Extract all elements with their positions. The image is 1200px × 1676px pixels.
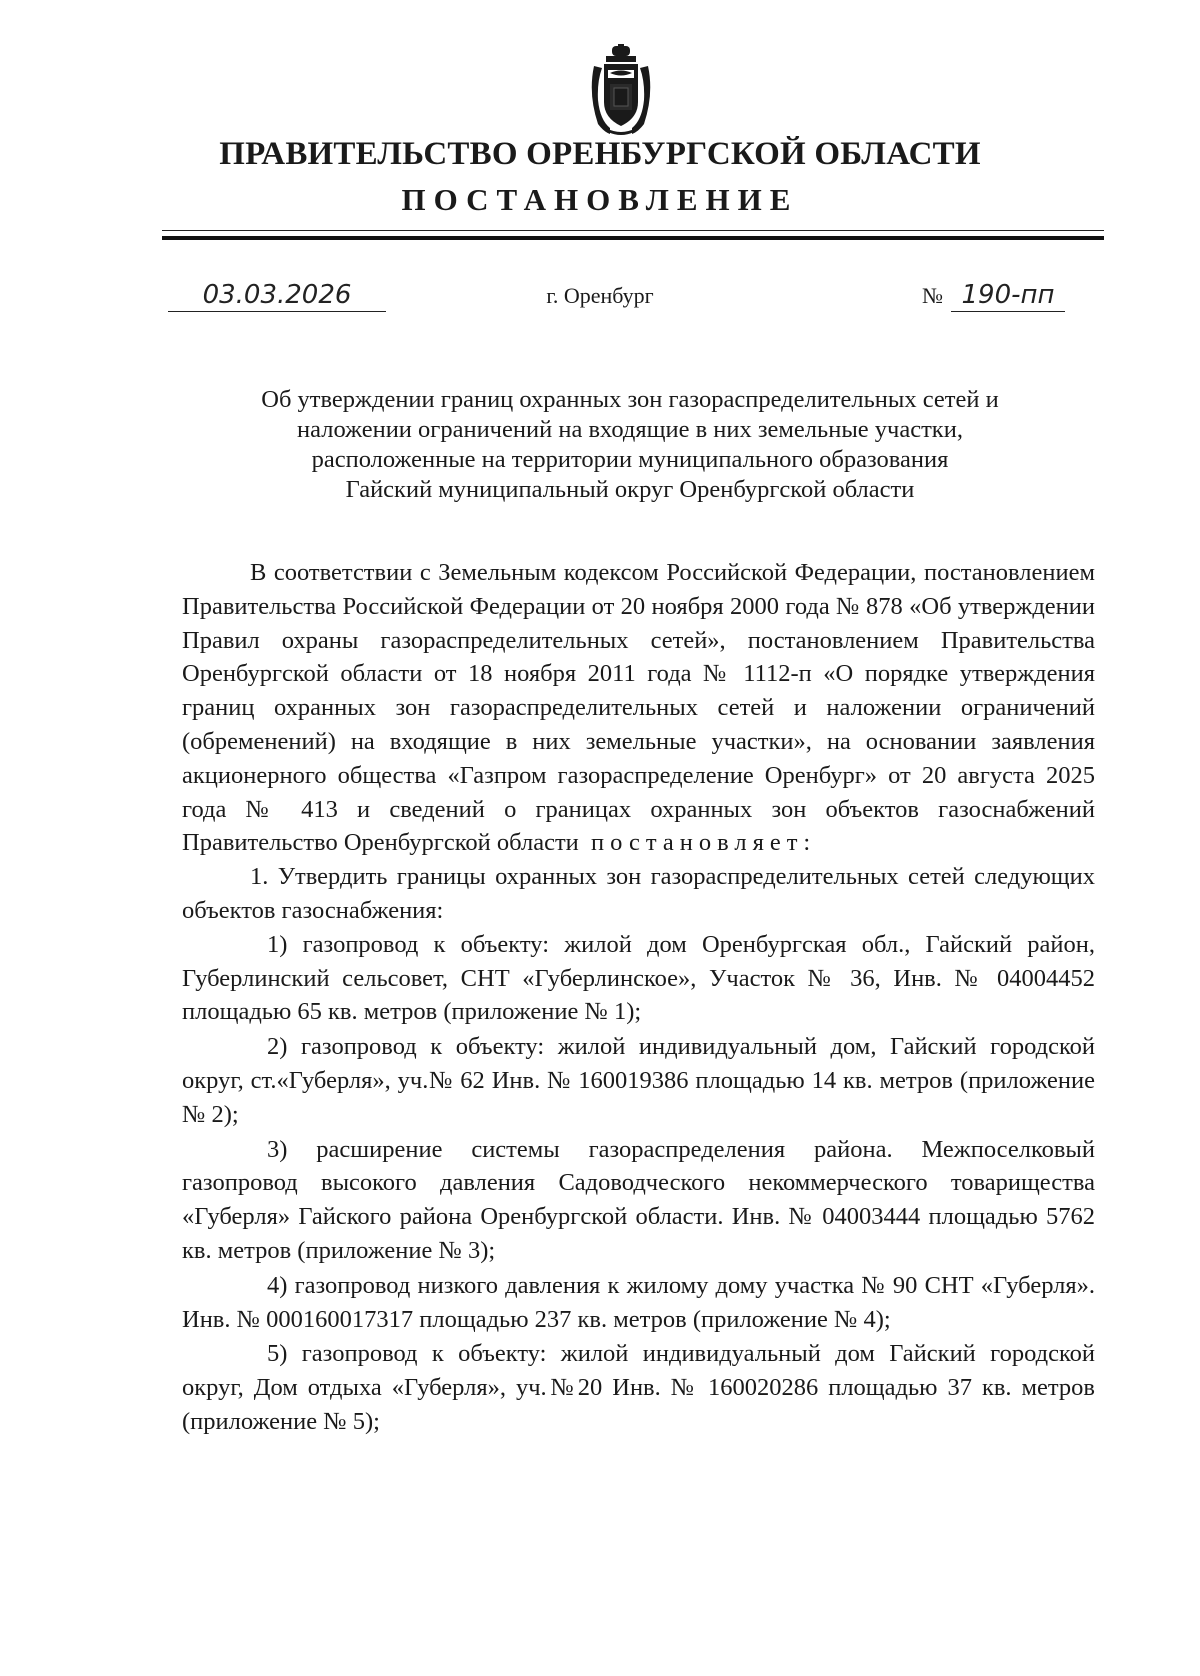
document-heading: [150, 385, 1110, 505]
preamble-paragraph: [182, 556, 1095, 860]
list-item: 3) расширение системы газораспределения района. Межпоселковый газопровод высокого давления Садоводческого некоммерческого товарищества «Губерля» Гайского района Оренбургской области. Инв. № 04003444 площадью 5762 кв. метров (приложение № 3);: [182, 1135, 1095, 1264]
heading-line: Об утверждении границ охранных зон газораспределительных сетей и: [261, 386, 999, 413]
number-sign: №: [922, 283, 943, 308]
heading-line: Гайский муниципальный округ Оренбургской области: [345, 476, 915, 503]
orenburg-coat-of-arms-icon: [588, 44, 654, 136]
list-item: 4) газопровод низкого давления к жилому дому участка № 90 СНТ «Губерля». Инв. № 000160017317 площадью 237 кв. метров (приложение № 4);: [182, 1271, 1095, 1333]
document-city: г. Оренбург: [546, 283, 654, 308]
list-item: 2) газопровод к объекту: жилой индивидуальный дом, Гайский городской округ, ст.«Губерля», уч.№ 62 Инв. № 160019386 площадью 14 кв. метров (приложение № 2);: [182, 1033, 1095, 1128]
document-body: [182, 556, 1095, 1440]
list-item: 1) газопровод к объекту: жилой дом Оренбургская обл., Гайский район, Губерлинский сельсовет, СНТ «Губерлинское», Участок № 36, Инв. № 04004452 площадью 65 кв. метров (приложение № 1);: [182, 930, 1095, 1026]
point-1: 1. Утвердить границы охранных зон газораспределительных сетей следующих объектов газоснабжения:: [182, 863, 1095, 924]
document-type: ПОСТАНОВЛЕНИЕ: [401, 182, 799, 217]
header-divider-thin: [162, 230, 1104, 231]
document-number: 190-пп: [951, 279, 1065, 312]
list-item: 5) газопровод к объекту: жилой индивидуальный дом Гайский городской округ, Дом отдыха «Губерля», уч.№20 Инв. № 160020286 площадью 37 кв. метров (приложение № 5);: [182, 1340, 1095, 1435]
heading-line: расположенные на территории муниципального образования: [311, 446, 949, 473]
government-name: ПРАВИТЕЛЬСТВО ОРЕНБУРГСКОЙ ОБЛАСТИ: [219, 136, 981, 172]
decree-word: постановляет:: [591, 829, 817, 857]
document-date: 03.03.2026: [168, 279, 386, 312]
preamble-text: В соответствии с Земельным кодексом Российской Федерации, постановлением Правительства Российской Федерации от 20 ноября 2000 года № 878 «Об утверждении Правил охраны газораспределительных сетей», постановлением Правительства Оренбургской области от 18 ноября 2011 года № 1112-п «О порядке утверждения границ охранных зон газораспределительных сетей и наложении ограничений (обременений) на входящие в них земельные участки», на основании заявления акционерного общества «Газпром газораспределение Оренбург» от 20 августа 2025 года № 413 и сведений о границах охранных зон объектов газоснабжений Правительство Оренбургской области: [182, 559, 1095, 857]
heading-line: наложении ограничений на входящие в них земельные участки,: [297, 416, 963, 443]
document-number-block: [922, 279, 1065, 311]
header-divider-thick: [162, 236, 1104, 240]
